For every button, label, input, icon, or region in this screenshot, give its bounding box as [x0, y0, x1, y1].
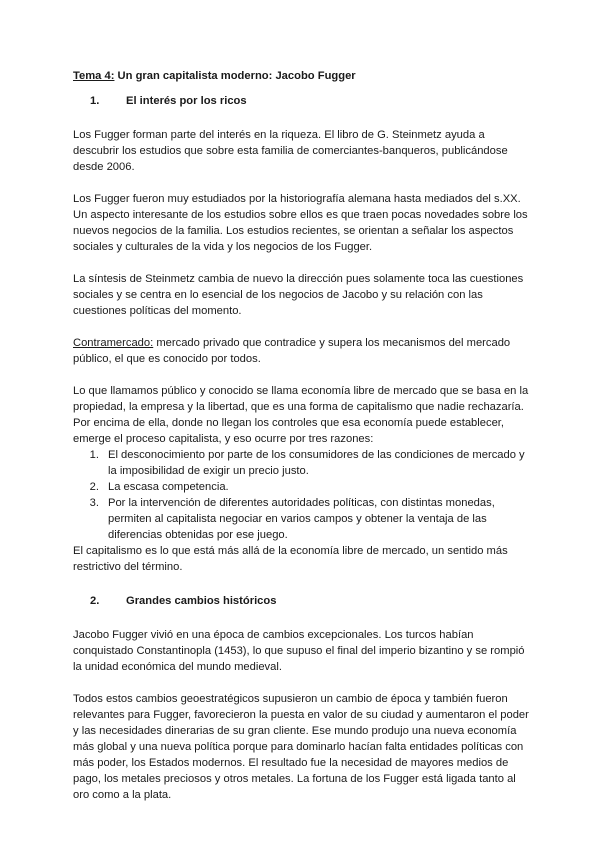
list-number: 2.: [89, 481, 99, 493]
definition-term: Contramercado:: [73, 337, 154, 349]
document-title: [73, 68, 533, 84]
definition-paragraph: [73, 335, 533, 367]
paragraph: Todos estos cambios geoestratégicos supusieron un cambio de época y también fueron relevantes para Fugger, favorecieron la puesta en valor de su ciudad y aumentaron el poder y las necesidades dinerarias de su gran cliente. Ese mundo produjo una nueva economía más global y una nueva política porque para dominarlo hacían falta entidades políticas con más poder, los Estados modernos. El resultado fue la necesidad de mayores medios de pago, los metales preciosos y otros metales. La fortuna de los Fugger está ligada tanto al oro como a la plata.: [73, 693, 529, 801]
section-heading-text: Grandes cambios históricos: [126, 595, 277, 607]
section-number: 2.: [90, 595, 100, 607]
list-text: Por la intervención de diferentes autoridades políticas, con distintas monedas, permiten al capitalista negociar en varios campos y obtener la ventaja de las diferencias obtenidas por ese juego.: [108, 497, 495, 541]
reasons-list: [73, 447, 533, 543]
document-page: [73, 68, 533, 819]
list-number: 1.: [89, 449, 99, 461]
definition-text: mercado privado que contradice y supera los mecanismos del mercado público, el que es conocido por todos.: [73, 337, 511, 365]
list-item: [73, 479, 533, 495]
title-rest: Un gran capitalista moderno: Jacobo Fugger: [114, 70, 356, 82]
paragraph: Los Fugger forman parte del interés en la riqueza. El libro de G. Steinmetz ayuda a descubrir los estudios que sobre esta familia de comerciantes-banqueros, publicándose desde 2006.: [73, 129, 508, 173]
list-item: [73, 495, 533, 543]
list-number: 3.: [89, 497, 99, 509]
paragraph: Lo que llamamos público y conocido se llama economía libre de mercado que se basa en la propiedad, la empresa y la libertad, que es una forma de capitalismo que nadie rechazaría. Por encima de ella, donde no llegan los controles que esa economía puede establecer, emerge el proceso capitalista, y eso ocurre por tres razones:: [73, 385, 529, 445]
list-text: El desconocimiento por parte de los consumidores de las condiciones de mercado y la imposibilidad de exigir un precio justo.: [108, 449, 525, 477]
list-text: La escasa competencia.: [108, 481, 229, 493]
section-number: 1.: [90, 95, 100, 107]
section-heading-1: [73, 93, 533, 109]
paragraph: Jacobo Fugger vivió en una época de cambios excepcionales. Los turcos habían conquistado Constantinopla (1453), lo que supuso el final del imperio bizantino y se rompió la unidad económica del mundo medieval.: [73, 629, 525, 673]
section-heading-2: [73, 593, 533, 609]
paragraph: Los Fugger fueron muy estudiados por la historiografía alemana hasta mediados del s.XX. Un aspecto interesante de los estudios sobre ellos es que traen pocas novedades sobre los nuevos negocios de la familia. Los estudios recientes, se orientan a señalar los aspectos sociales y culturales de la vida y los negocios de los Fugger.: [73, 193, 528, 253]
section-heading-text: El interés por los ricos: [126, 95, 247, 107]
title-lead: Tema 4:: [73, 70, 115, 82]
list-item: [73, 447, 533, 479]
paragraph: La síntesis de Steinmetz cambia de nuevo la dirección pues solamente toca las cuestiones sociales y se centra en lo esencial de los negocios de Jacobo y su relación con las cuestiones políticas del momento.: [73, 273, 524, 317]
paragraph: El capitalismo es lo que está más allá de la economía libre de mercado, un sentido más restrictivo del término.: [73, 545, 508, 573]
